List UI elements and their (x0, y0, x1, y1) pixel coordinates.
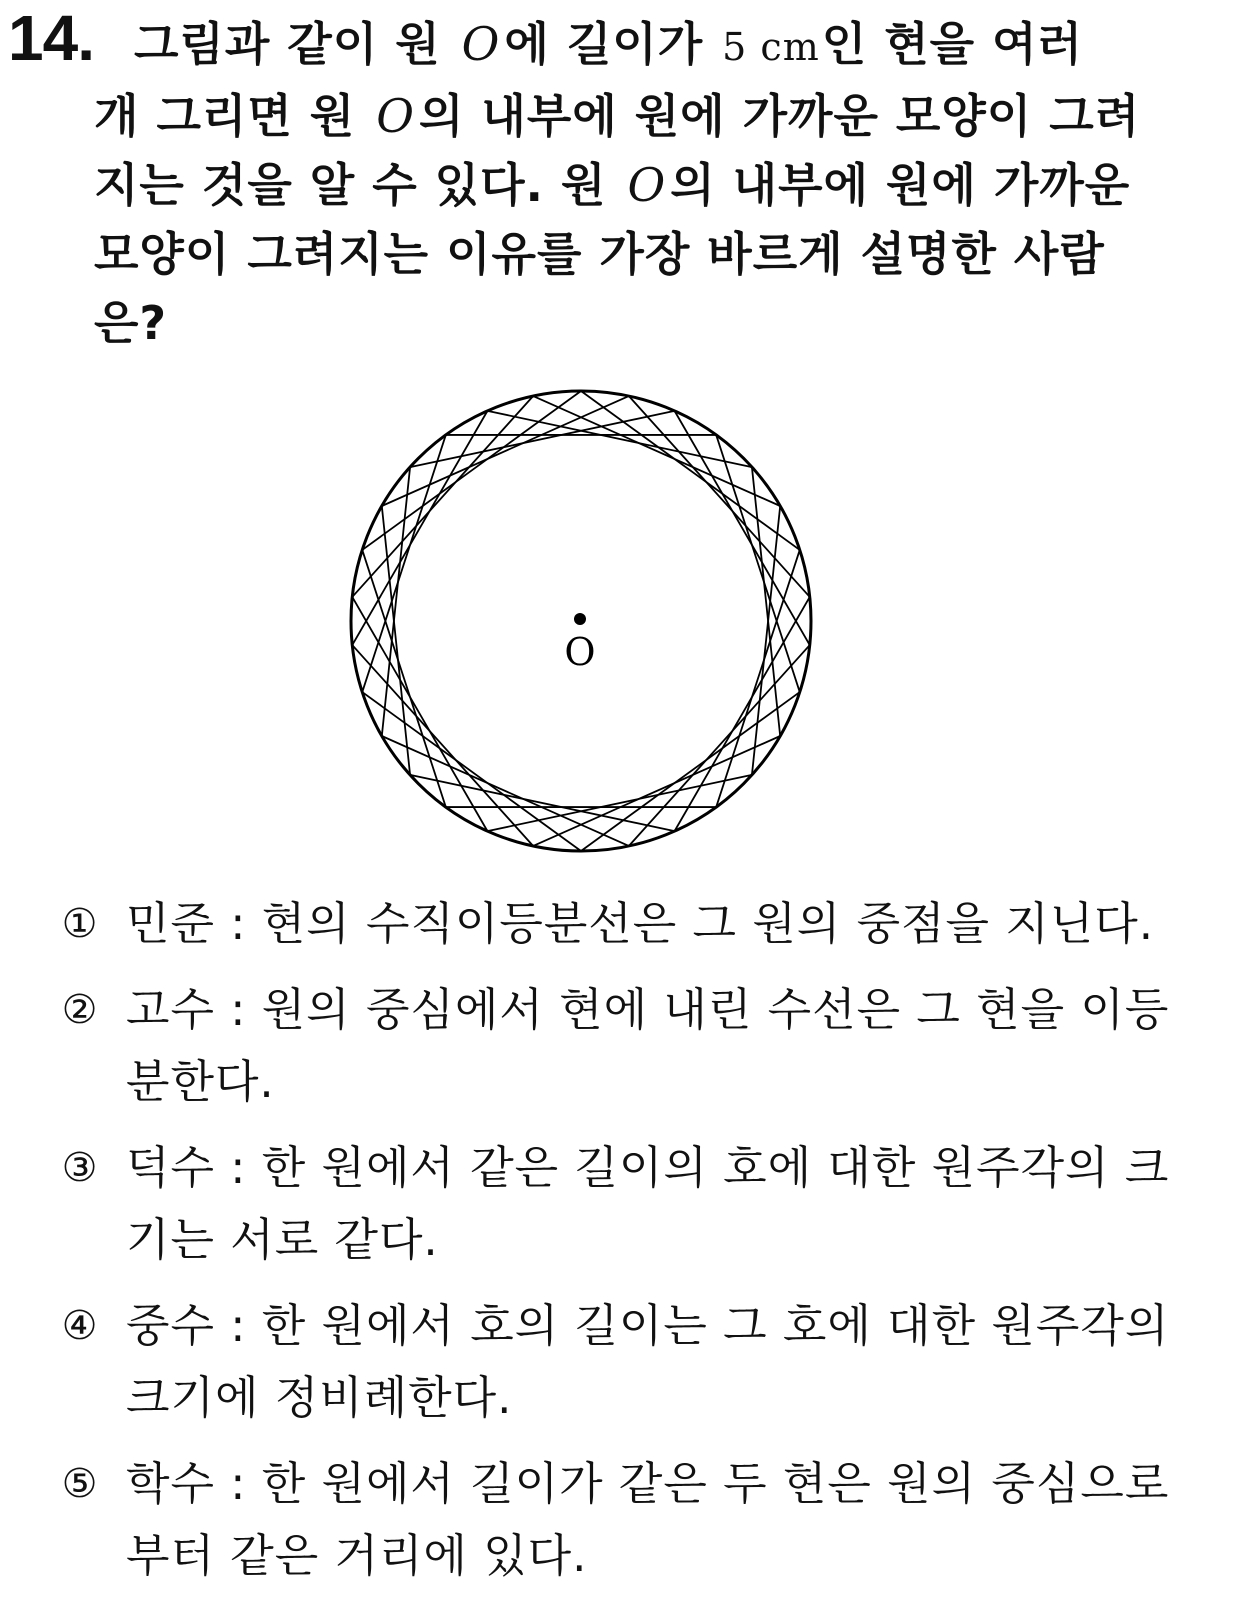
chord-line (382, 736, 629, 846)
choice-number: ④ (61, 1303, 99, 1349)
chord-line (382, 506, 410, 775)
choice-1[interactable] (50, 888, 1220, 960)
question-number: 14. (8, 2, 94, 74)
choice-2[interactable] (50, 974, 1220, 1118)
chord-line (352, 411, 487, 645)
chord-line (352, 396, 533, 597)
choice-text: 민준 : 현의 수직이등분선은 그 원의 중점을 지닌다. (126, 897, 1154, 950)
choice-number: ① (61, 901, 99, 947)
stem-text: 에 길이가 (504, 17, 721, 71)
chord-circle-figure (346, 386, 816, 856)
chord-line (752, 467, 780, 736)
choice-text: 부터 같은 거리에 있다. (126, 1529, 588, 1582)
choice-text: 분한다. (126, 1055, 275, 1108)
stem-text: 인 현을 여러 (821, 17, 1083, 71)
chord-line (362, 692, 581, 851)
stem-line (94, 10, 1214, 82)
choice-number: ③ (61, 1145, 99, 1191)
choice-text: 고수 : 원의 중심에서 현에 내린 수선은 그 현을 이등 (126, 983, 1170, 1036)
circle-name: O (627, 158, 667, 212)
choice-text: 크기에 정비례한다. (126, 1371, 513, 1424)
chord-line (629, 645, 810, 846)
stem-line (94, 82, 1214, 151)
choice-4[interactable] (50, 1290, 1220, 1434)
choice-text: 기는 서로 같다. (126, 1213, 439, 1266)
chord-line (675, 597, 810, 831)
stem-text: 의 내부에 원에 가까운 모양이 그려 (418, 89, 1141, 143)
answer-choices (50, 888, 1220, 1606)
choice-text: 중수 : 한 원에서 호의 길이는 그 호에 대한 원주각의 (126, 1299, 1170, 1352)
stem-line (94, 289, 1214, 358)
stem-line (94, 151, 1214, 220)
chord-line (581, 692, 800, 851)
chord-length: 5 cm (722, 25, 820, 69)
chord-line (581, 391, 800, 550)
chord-line (352, 597, 487, 831)
chord-line (629, 396, 810, 597)
center-label: O (564, 630, 596, 674)
chord-line (752, 506, 780, 775)
chord-line (362, 391, 581, 550)
chord-line (675, 411, 810, 645)
chord-line (533, 736, 780, 846)
chord-line (382, 467, 410, 736)
choice-text: 덕수 : 한 원에서 같은 길이의 호에 대한 원주각의 크 (126, 1141, 1170, 1194)
circle-name: O (376, 89, 415, 143)
choice-number: ② (61, 987, 99, 1033)
choice-text: 학수 : 한 원에서 길이가 같은 두 현은 원의 중심으로 (126, 1457, 1170, 1510)
chord-line (382, 396, 629, 506)
choice-3[interactable] (50, 1132, 1220, 1276)
chord-line (533, 396, 780, 506)
choice-5[interactable] (50, 1448, 1220, 1592)
stem-text: 모양이 그려지는 이유를 가장 바르게 설명한 사람 (94, 227, 1105, 281)
chord-line (352, 645, 533, 846)
circle-name: O (461, 17, 501, 71)
stem-text: 개 그리면 원 (94, 89, 373, 143)
question-stem (94, 10, 1214, 358)
stem-line (94, 220, 1214, 289)
choice-number: ⑤ (61, 1461, 99, 1507)
center-point (574, 613, 586, 625)
stem-text: 의 내부에 원에 가까운 (670, 158, 1131, 212)
stem-text: 그림과 같이 원 (134, 17, 458, 71)
stem-text: 지는 것을 알 수 있다. 원 (94, 158, 624, 212)
stem-text: 은? (94, 296, 168, 350)
